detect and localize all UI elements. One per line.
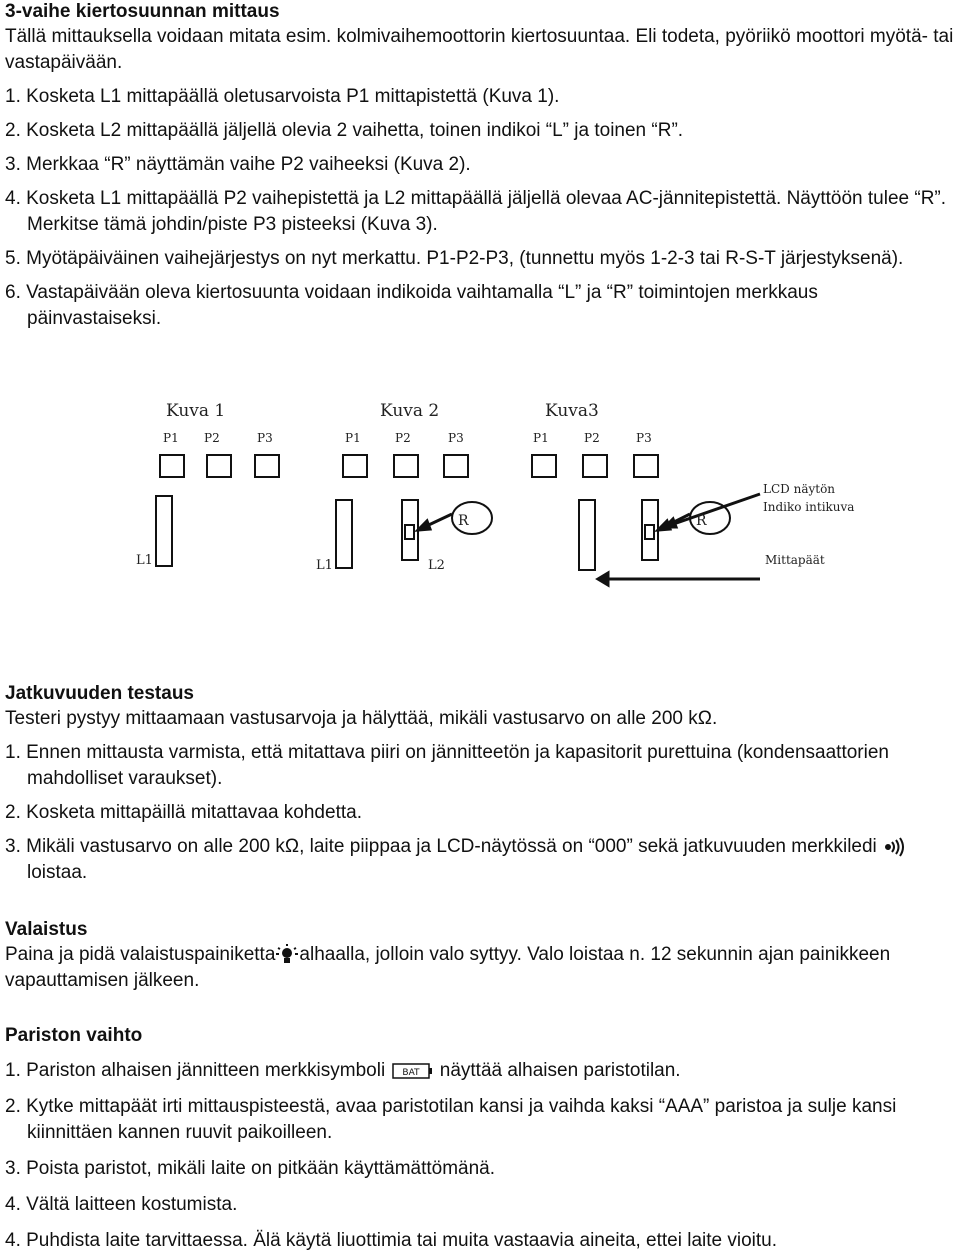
fig2-label-r: R <box>458 513 469 529</box>
continuity-step-3-text: 3. Mikäli vastusarvo on alle 200 kΩ, laite piippaa ja LCD-näytössä on “000” sekä jatkuvuuden merkkiledi <box>5 836 877 857</box>
phase-rotation-figure <box>120 392 860 612</box>
fig3-indicator <box>645 525 654 539</box>
fig2-point-p1 <box>343 455 367 477</box>
phase-step-1: 1. Kosketa L1 mittapäällä oletusarvoista P1 mittapistettä (Kuva 1). <box>5 86 560 107</box>
continuity-intro: Testeri pystyy mittaamaan vastusarvoja ja hälyttää, mikäli vastusarvo on alle 200 kΩ. <box>5 708 718 729</box>
continuity-step-2: 2. Kosketa mittapäillä mitattavaa kohdetta. <box>5 802 362 823</box>
phase-rotation-section <box>5 0 956 332</box>
continuity-step-3 <box>5 834 956 886</box>
fig3-probe-l1 <box>579 500 595 570</box>
battery-step-5: 4. Puhdista laite tarvittaessa. Älä käytä liuottimia tai muita vastaavia aineita, ettei laite vioitu. <box>5 1230 778 1251</box>
lcd-label-line1: LCD näytön <box>763 482 836 496</box>
fig2-indicator <box>405 525 414 539</box>
fig1-p1: P1 <box>163 431 179 445</box>
fig3-label-r: R <box>696 513 707 529</box>
phase-step-6: 6. Vastapäivään oleva kiertosuunta voidaan indikoida vaihtamalla “L” ja “R” toimintojen merkkaus päinvastaiseksi. <box>5 282 818 329</box>
fig3-p3: P3 <box>636 431 652 445</box>
battery-step-1-start: 1. Pariston alhaisen jännitteen merkkisymboli <box>5 1060 386 1081</box>
battery-step-2: 2. Kytke mittapäät irti mittauspisteestä, avaa paristotilan kansi ja vaihda kaksi “AAA” paristoa ja sulje kansi kiinnittäen kannen ruuvit paikoilleen. <box>5 1096 897 1143</box>
continuity-section <box>5 682 956 886</box>
continuity-step-3-end: loistaa. <box>27 862 88 883</box>
phase-rotation-intro: Tällä mittauksella voidaan mitata esim. kolmivaihemoottorin kiertosuuntaa. Eli todeta, pyöriikö moottori myötä- tai vastapäivään. <box>5 26 954 73</box>
phase-rotation-heading: 3-vaihe kiertosuunnan mittaus <box>5 1 280 22</box>
phase-step-4: 4. Kosketa L1 mittapäällä P2 vaihepistettä ja L2 mittapäällä jäljellä olevaa AC-jännitepistettä. Näyttöön tulee “R”. Merkitse tämä johdin/piste P3 pisteeksi (Kuva 3). <box>5 188 947 235</box>
fig2-p2: P2 <box>395 431 411 445</box>
fig2-point-p3 <box>444 455 468 477</box>
battery-icon-label: BAT <box>402 1067 421 1078</box>
fig1-point-p3 <box>255 455 279 477</box>
backlight-text <box>5 942 956 994</box>
phase-step-2: 2. Kosketa L2 mittapäällä jäljellä olevia 2 vaihetta, toinen indikoi “L” ja toinen “R”. <box>5 120 684 141</box>
battery-heading: Pariston vaihto <box>5 1025 143 1046</box>
fig2-label-l2: L2 <box>428 558 445 573</box>
fig3-point-p2 <box>583 455 607 477</box>
fig1-point-p2 <box>207 455 231 477</box>
fig2-p3: P3 <box>448 431 464 445</box>
battery-step-3: 3. Poista paristot, mikäli laite on pitkään käyttämättömänä. <box>5 1158 496 1179</box>
figure-label-kuva1: Kuva 1 <box>166 401 226 421</box>
battery-icon <box>390 1061 434 1081</box>
fig1-label-l1: L1 <box>136 553 153 568</box>
backlight-section <box>5 918 956 994</box>
figure-label-kuva3: Kuva3 <box>545 401 599 421</box>
fig1-point-p1 <box>160 455 184 477</box>
fig3-point-p1 <box>532 455 556 477</box>
probes-label: Mittapäät <box>765 553 825 567</box>
fig2-probe-l1 <box>336 500 352 568</box>
light-bulb-icon <box>275 944 299 966</box>
battery-step-1 <box>5 1058 956 1084</box>
phase-step-3: 3. Merkkaa “R” näyttämän vaihe P2 vaiheeksi (Kuva 2). <box>5 154 471 175</box>
battery-step-4: 4. Vältä laitteen kostumista. <box>5 1194 238 1215</box>
continuity-step-1: 1. Ennen mittausta varmista, että mitattava piiri on jännitteetön ja kapasitorit purettuina (kondensaattorien mahdolliset varaukset). <box>5 742 889 789</box>
fig1-probe-l1 <box>156 496 172 566</box>
battery-step-1-end: näyttää alhaisen paristotilan. <box>439 1060 681 1081</box>
backlight-text-start: Paina ja pidä valaistuspainiketta <box>5 944 276 965</box>
fig3-p2: P2 <box>584 431 600 445</box>
fig3-point-p3 <box>634 455 658 477</box>
lcd-label-line2: Indiko intikuva <box>763 500 855 514</box>
phase-step-5: 5. Myötäpäiväinen vaihejärjestys on nyt merkattu. P1-P2-P3, (tunnettu myös 1-2-3 tai R-S-T järjestyksenä). <box>5 248 904 269</box>
fig2-point-p2 <box>394 455 418 477</box>
fig1-p3: P3 <box>257 431 273 445</box>
buzzer-icon <box>882 837 908 857</box>
fig2-p1: P1 <box>345 431 361 445</box>
battery-section <box>5 1024 956 1254</box>
fig3-lcd-arrow <box>665 494 760 527</box>
fig2-label-l1: L1 <box>316 558 333 573</box>
fig1-p2: P2 <box>204 431 220 445</box>
backlight-text-end: alhaalla, jolloin valo syttyy. Valo loistaa n. 12 sekunnin ajan painikkeen vapauttamisen jälkeen. <box>5 944 891 991</box>
continuity-heading: Jatkuvuuden testaus <box>5 683 194 704</box>
figure-label-kuva2: Kuva 2 <box>380 401 440 421</box>
backlight-heading: Valaistus <box>5 919 88 940</box>
fig3-p1: P1 <box>533 431 549 445</box>
